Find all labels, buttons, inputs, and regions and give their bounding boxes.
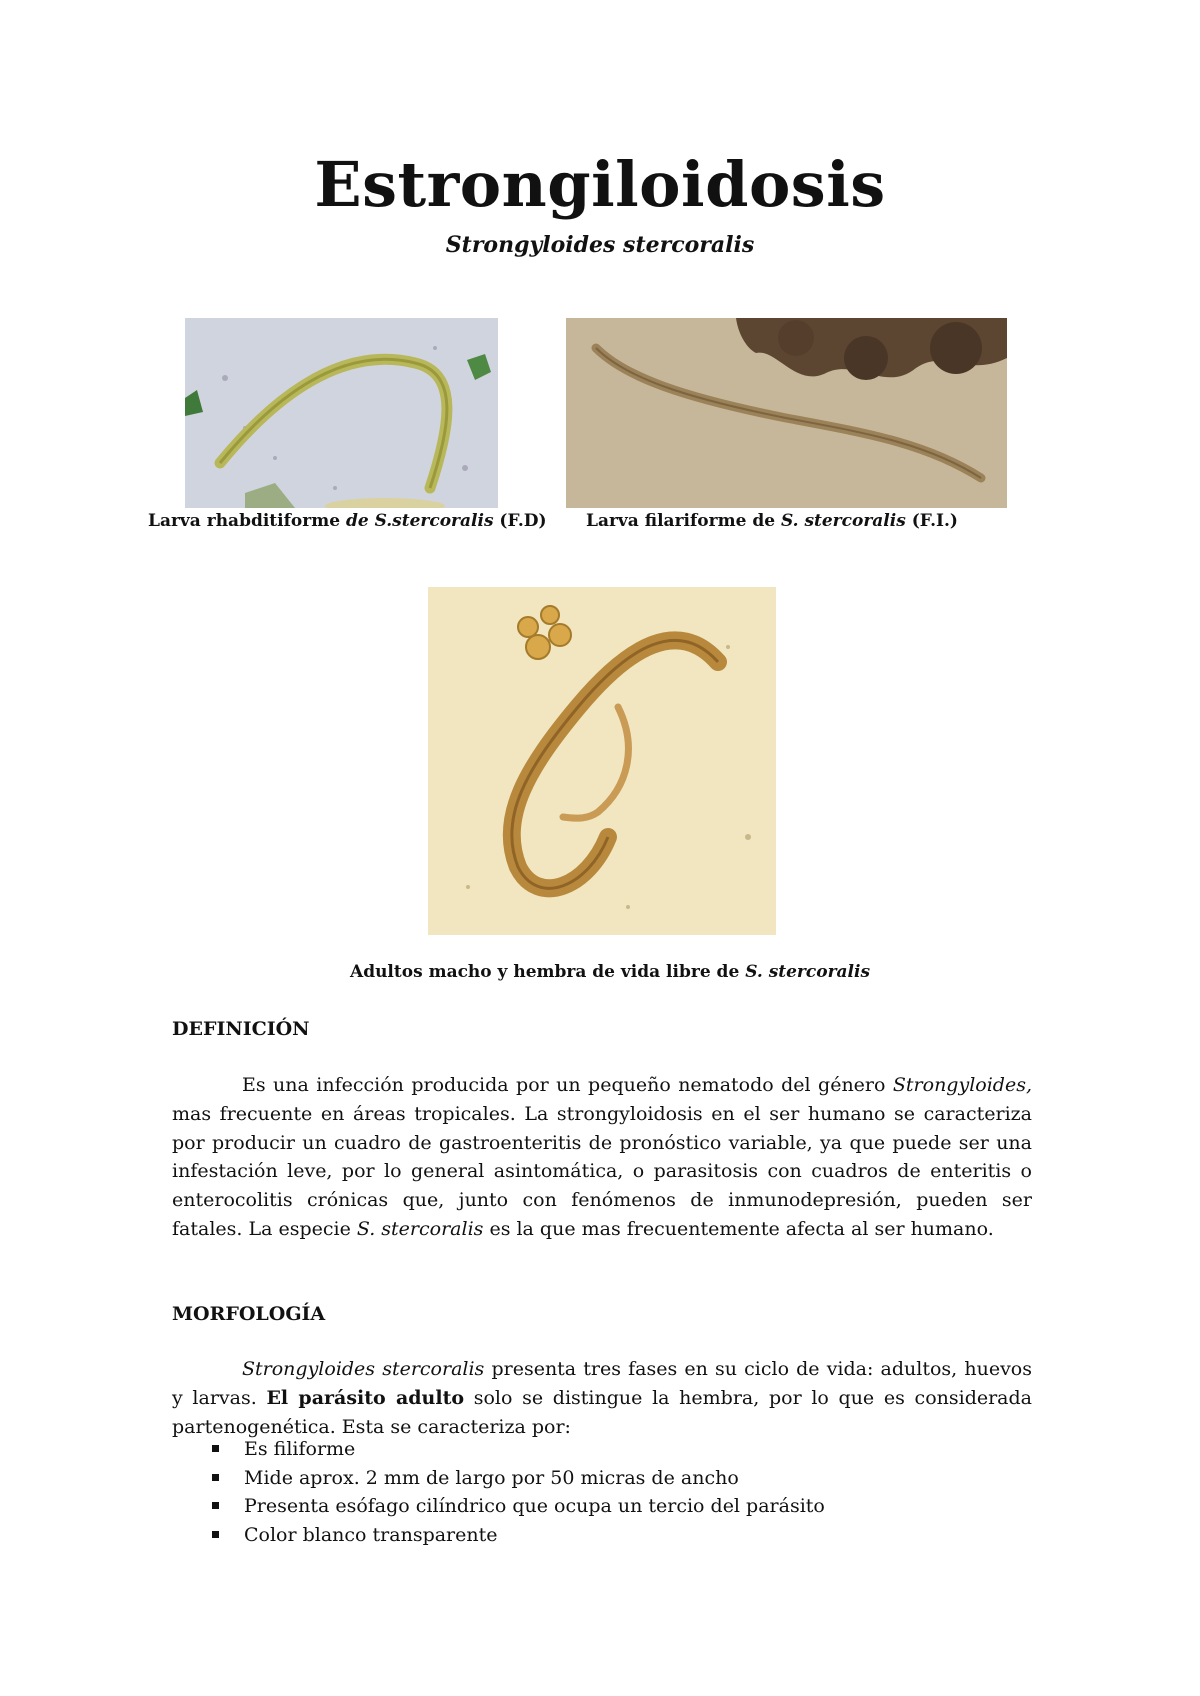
figure-caption-filariform: Larva filariforme de S. stercoralis (F.I.): [586, 511, 958, 531]
page-subtitle: Strongyloides stercoralis: [445, 232, 755, 258]
list-item: Presenta esófago cilíndrico que ocupa un tercio del parásito: [172, 1492, 825, 1521]
section-heading-morfologia: MORFOLOGÍA: [172, 1303, 326, 1325]
filariform-larva-photo: [566, 318, 1007, 508]
list-item: Es filiforme: [172, 1435, 825, 1464]
section-heading-definicion: DEFINICIÓN: [172, 1018, 310, 1040]
adult-worms-photo: [428, 587, 776, 935]
morfologia-paragraph: Strongyloides stercoralis presenta tres fases en su ciclo de vida: adultos, huevos y larvas. El parásito adulto solo se distingue la hembra, por lo que es considerada partenogenética. Esta se caracteriza por:: [172, 1358, 1033, 1438]
bullet-square-icon: [212, 1474, 219, 1481]
list-item: Color blanco transparente: [172, 1521, 825, 1550]
morfologia-bullet-list: [172, 1435, 825, 1549]
bullet-square-icon: [212, 1502, 219, 1509]
bullet-square-icon: [212, 1531, 219, 1538]
definicion-paragraph: Es una infección producida por un pequeño nematodo del género Strongyloides, mas frecuente en áreas tropicales. La strongyloidosis en el ser humano se caracteriza por producir un cuadro de gastroenteritis de pronóstico variable, ya que puede ser una infestación leve, por lo general asintomática, o parasitosis con cuadros de enteritis o enterocolitis crónicas que, junto con fenómenos de inmunodepresión, pueden ser fatales. La especie S. stercoralis es la que mas frecuentemente afecta al ser humano.: [172, 1074, 1032, 1240]
page-title: Estrongiloidosis: [314, 148, 886, 221]
figure-caption-adults: Adultos macho y hembra de vida libre de S. stercoralis: [350, 962, 871, 982]
list-item: Mide aprox. 2 mm de largo por 50 micras de ancho: [172, 1464, 825, 1493]
rhabditiform-larva-photo: [185, 318, 498, 508]
bullet-square-icon: [212, 1445, 219, 1452]
figure-caption-rhabditiform: Larva rhabditiforme de S.stercoralis (F.D): [148, 511, 547, 531]
